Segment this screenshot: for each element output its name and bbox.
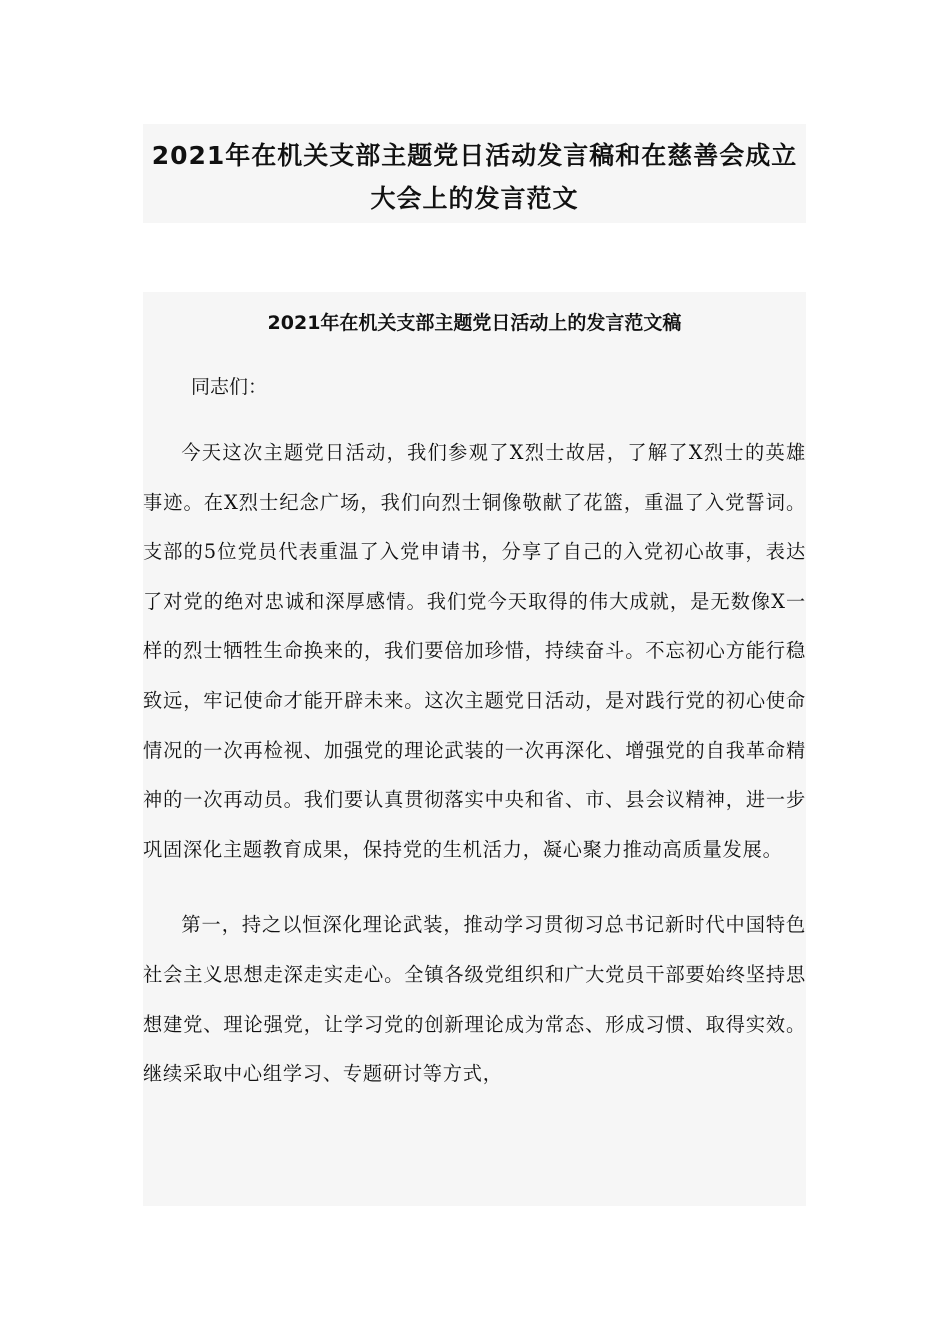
paragraph-1: 今天这次主题党日活动，我们参观了X烈士故居，了解了X烈士的英雄事迹。在X烈士纪念广场，我们向烈士铜像敬献了花篮，重温了入党誓词。支部的5位党员代表重温了入党申请书，分享了自己的入党初心故事，表达了对党的绝对忠诚和深厚感情。我们党今天取得的伟大成就，是无数像X一样的烈士牺牲生命换来的，我们要倍加珍惜，持续奋斗。不忘初心方能行稳致远，牢记使命才能开辟未来。这次主题党日活动，是对践行党的初心使命情况的一次再检视、加强党的理论武装的一次再深化、增强党的自我革命精神的一次再动员。我们要认真贯彻落实中央和省、市、县会议精神，进一步巩固深化主题教育成果，保持党的生机活力，凝心聚力推动高质量发展。 (143, 441, 806, 861)
document-title: 2021年在机关支部主题党日活动发言稿和在慈善会成立大会上的发言范文 (151, 141, 798, 213)
salutation: 同志们： (191, 376, 268, 398)
paragraph-2: 第一，持之以恒深化理论武装，推动学习贯彻习总书记新时代中国特色社会主义思想走深走实走心。全镇各级党组织和广大党员干部要始终坚持思想建党、理论强党，让学习党的创新理论成为常态、形成习惯、取得实效。继续采取中心组学习、专题研讨等方式， (143, 913, 806, 1086)
document-body (143, 292, 806, 1206)
section-title: 2021年在机关支部主题党日活动上的发言范文稿 (267, 312, 682, 334)
document-title-block (143, 124, 806, 223)
